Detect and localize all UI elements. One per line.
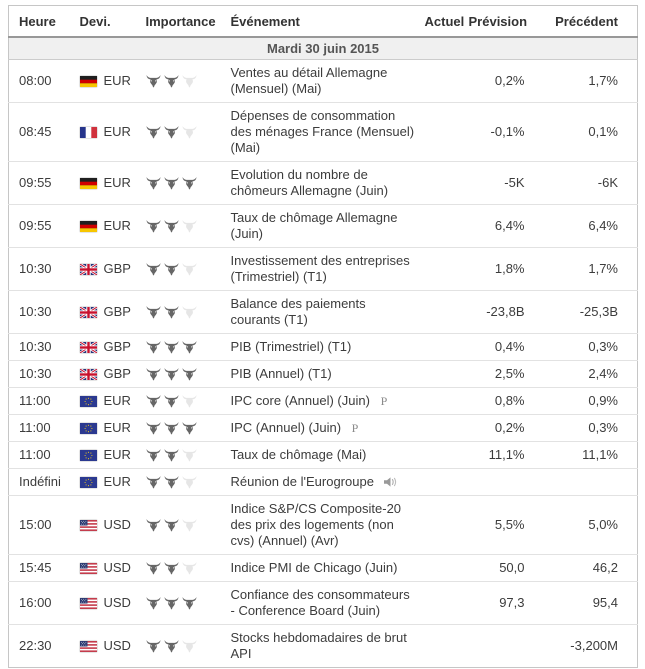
- bull-icon: [182, 126, 197, 139]
- currency-cell: [76, 582, 141, 625]
- bull-icon: [182, 263, 197, 276]
- flag-us-icon: [80, 520, 97, 531]
- flag-eu-icon: [80, 423, 97, 434]
- currency-code: EUR: [103, 175, 131, 190]
- forecast-cell: 0,4%: [469, 334, 531, 361]
- importance-cell: [141, 361, 225, 388]
- currency-cell: [76, 162, 141, 205]
- event-name[interactable]: Balance des paiements courants (T1): [230, 296, 366, 327]
- preliminary-marker: P: [380, 394, 388, 408]
- bull-icon: [182, 368, 197, 381]
- col-header-importance: Importance: [141, 6, 225, 38]
- bull-icon: [146, 126, 161, 139]
- bull-icon: [164, 306, 179, 319]
- event-cell[interactable]: [225, 415, 425, 442]
- actual-cell: [425, 334, 469, 361]
- forecast-cell: 6,4%: [469, 205, 531, 248]
- currency-code: EUR: [103, 474, 131, 489]
- currency-code: USD: [103, 517, 131, 532]
- previous-cell: 0,3%: [531, 334, 638, 361]
- currency-cell: [76, 625, 141, 668]
- bull-icon: [164, 395, 179, 408]
- bull-icon: [182, 597, 197, 610]
- actual-cell: [425, 415, 469, 442]
- currency-cell: [76, 442, 141, 469]
- bull-icon: [182, 341, 197, 354]
- bull-icon: [164, 368, 179, 381]
- currency-cell: [76, 388, 141, 415]
- previous-cell: 6,4%: [531, 205, 638, 248]
- actual-cell: [425, 361, 469, 388]
- flag-eu-icon: [80, 477, 97, 488]
- col-header-evenement: Événement: [225, 6, 425, 38]
- event-cell[interactable]: [225, 555, 425, 582]
- currency-cell: [76, 415, 141, 442]
- forecast-cell: 0,2%: [469, 415, 531, 442]
- actual-cell: [425, 442, 469, 469]
- event-name[interactable]: Indice PMI de Chicago (Juin): [230, 560, 398, 575]
- importance-cell: [141, 388, 225, 415]
- forecast-cell: -5K: [469, 162, 531, 205]
- event-name[interactable]: Evolution du nombre de chômeurs Allemagne (Juin): [230, 167, 389, 198]
- event-row[interactable]: [9, 442, 638, 469]
- bull-icon: [164, 75, 179, 88]
- col-header-actuel: Actuel: [425, 6, 469, 38]
- flag-eu-icon: [80, 450, 97, 461]
- actual-cell: [425, 625, 469, 668]
- currency-cell: [76, 555, 141, 582]
- currency-cell: [76, 469, 141, 496]
- bull-icon: [146, 476, 161, 489]
- importance-cell: [141, 103, 225, 162]
- col-header-devise: Devi.: [76, 6, 141, 38]
- bull-icon: [146, 220, 161, 233]
- flag-gb-icon: [80, 264, 97, 275]
- bull-icon: [164, 341, 179, 354]
- currency-code: EUR: [103, 393, 131, 408]
- forecast-cell: 50,0: [469, 555, 531, 582]
- flag-de-icon: [80, 221, 97, 232]
- time-cell: 11:00: [9, 388, 76, 415]
- actual-cell: [425, 291, 469, 334]
- bull-icon: [146, 422, 161, 435]
- bull-icon: [182, 449, 197, 462]
- preliminary-marker: P: [351, 421, 359, 435]
- previous-cell: 11,1%: [531, 442, 638, 469]
- importance-cell: [141, 469, 225, 496]
- bull-icon: [164, 177, 179, 190]
- event-cell[interactable]: [225, 388, 425, 415]
- currency-code: EUR: [103, 420, 131, 435]
- previous-cell: 2,4%: [531, 361, 638, 388]
- currency-cell: [76, 361, 141, 388]
- time-cell: 08:45: [9, 103, 76, 162]
- forecast-cell: 97,3: [469, 582, 531, 625]
- actual-cell: [425, 103, 469, 162]
- currency-code: USD: [103, 595, 131, 610]
- currency-code: EUR: [103, 124, 131, 139]
- bull-icon: [164, 640, 179, 653]
- event-row[interactable]: [9, 248, 638, 291]
- bull-icon: [146, 640, 161, 653]
- importance-cell: [141, 415, 225, 442]
- actual-cell: [425, 555, 469, 582]
- col-header-precedent: Précédent: [531, 6, 638, 38]
- time-cell: 15:00: [9, 496, 76, 555]
- flag-de-icon: [80, 178, 97, 189]
- bull-icon: [146, 306, 161, 319]
- event-row[interactable]: [9, 205, 638, 248]
- flag-us-icon: [80, 598, 97, 609]
- currency-cell: [76, 496, 141, 555]
- forecast-cell: -0,1%: [469, 103, 531, 162]
- event-row[interactable]: [9, 555, 638, 582]
- currency-cell: [76, 60, 141, 103]
- bull-icon: [146, 562, 161, 575]
- actual-cell: [425, 205, 469, 248]
- flag-gb-icon: [80, 369, 97, 380]
- date-label: Mardi 30 juin 2015: [9, 37, 638, 60]
- forecast-cell: 2,5%: [469, 361, 531, 388]
- time-cell: 15:45: [9, 555, 76, 582]
- previous-cell: 1,7%: [531, 248, 638, 291]
- currency-code: USD: [103, 560, 131, 575]
- event-row[interactable]: [9, 625, 638, 668]
- event-cell[interactable]: [225, 582, 425, 625]
- event-name[interactable]: IPC (Annuel) (Juin): [230, 420, 342, 435]
- currency-code: GBP: [103, 339, 131, 354]
- forecast-cell: 0,8%: [469, 388, 531, 415]
- bull-icon: [182, 519, 197, 532]
- importance-cell: [141, 582, 225, 625]
- event-name[interactable]: Ventes au détail Allemagne (Mensuel) (Mai): [230, 65, 388, 96]
- currency-cell: [76, 205, 141, 248]
- currency-code: EUR: [103, 73, 131, 88]
- bull-icon: [164, 220, 179, 233]
- event-cell[interactable]: [225, 442, 425, 469]
- flag-us-icon: [80, 563, 97, 574]
- event-cell[interactable]: [225, 625, 425, 668]
- bull-icon: [182, 476, 197, 489]
- flag-us-icon: [80, 641, 97, 652]
- time-cell: Indéfini: [9, 469, 76, 496]
- bull-icon: [182, 640, 197, 653]
- actual-cell: [425, 582, 469, 625]
- event-cell[interactable]: [225, 60, 425, 103]
- economic-calendar: [8, 5, 638, 668]
- currency-code: GBP: [103, 261, 131, 276]
- event-name[interactable]: Taux de chômage Allemagne (Juin): [230, 210, 398, 241]
- actual-cell: [425, 496, 469, 555]
- event-name[interactable]: Confiance des consommateurs - Conference Board (Juin): [230, 587, 410, 618]
- forecast-cell: -23,8B: [469, 291, 531, 334]
- importance-cell: [141, 625, 225, 668]
- previous-cell: 95,4: [531, 582, 638, 625]
- previous-cell: 46,2: [531, 555, 638, 582]
- event-row[interactable]: [9, 334, 638, 361]
- bull-icon: [146, 341, 161, 354]
- bull-icon: [146, 449, 161, 462]
- event-cell[interactable]: [225, 103, 425, 162]
- bull-icon: [182, 395, 197, 408]
- importance-cell: [141, 291, 225, 334]
- col-header-prevision: Prévision: [469, 6, 531, 38]
- time-cell: 10:30: [9, 248, 76, 291]
- event-row[interactable]: [9, 469, 638, 496]
- event-name[interactable]: Indice S&P/CS Composite-20 des prix des logements (non cvs) (Annuel) (Avr): [230, 501, 402, 548]
- event-row[interactable]: [9, 162, 638, 205]
- forecast-cell: 0,2%: [469, 60, 531, 103]
- currency-code: EUR: [103, 447, 131, 462]
- currency-code: GBP: [103, 304, 131, 319]
- actual-cell: [425, 60, 469, 103]
- currency-cell: [76, 334, 141, 361]
- currency-cell: [76, 248, 141, 291]
- event-name[interactable]: Stocks hebdomadaires de brut API: [230, 630, 407, 661]
- bull-icon: [146, 177, 161, 190]
- forecast-cell: 5,5%: [469, 496, 531, 555]
- time-cell: 09:55: [9, 162, 76, 205]
- currency-code: GBP: [103, 366, 131, 381]
- bull-icon: [146, 75, 161, 88]
- event-row[interactable]: [9, 582, 638, 625]
- event-name[interactable]: IPC core (Annuel) (Juin): [230, 393, 370, 408]
- actual-cell: [425, 469, 469, 496]
- bull-icon: [164, 422, 179, 435]
- event-cell[interactable]: [225, 248, 425, 291]
- currency-cell: [76, 103, 141, 162]
- bull-icon: [182, 306, 197, 319]
- importance-cell: [141, 555, 225, 582]
- currency-code: EUR: [103, 218, 131, 233]
- previous-cell: [531, 469, 638, 496]
- importance-cell: [141, 162, 225, 205]
- bull-icon: [164, 126, 179, 139]
- col-header-heure: Heure: [9, 6, 76, 38]
- bull-icon: [182, 177, 197, 190]
- event-row[interactable]: [9, 60, 638, 103]
- event-cell[interactable]: [225, 496, 425, 555]
- flag-gb-icon: [80, 342, 97, 353]
- previous-cell: -25,3B: [531, 291, 638, 334]
- time-cell: 10:30: [9, 291, 76, 334]
- previous-cell: 1,7%: [531, 60, 638, 103]
- event-name[interactable]: Dépenses de consommation des ménages France (Mensuel) (Mai): [230, 108, 415, 155]
- actual-cell: [425, 248, 469, 291]
- bull-icon: [164, 597, 179, 610]
- forecast-cell: [469, 469, 531, 496]
- event-name[interactable]: PIB (Annuel) (T1): [230, 366, 332, 381]
- bull-icon: [146, 519, 161, 532]
- bull-icon: [182, 422, 197, 435]
- time-cell: 22:30: [9, 625, 76, 668]
- bull-icon: [164, 519, 179, 532]
- bull-icon: [146, 263, 161, 276]
- event-row[interactable]: [9, 361, 638, 388]
- time-cell: 10:30: [9, 334, 76, 361]
- time-cell: 11:00: [9, 442, 76, 469]
- time-cell: 16:00: [9, 582, 76, 625]
- currency-cell: [76, 291, 141, 334]
- event-row[interactable]: [9, 103, 638, 162]
- bull-icon: [182, 75, 197, 88]
- event-cell[interactable]: [225, 361, 425, 388]
- header-row: [9, 6, 638, 38]
- flag-de-icon: [80, 76, 97, 87]
- event-row[interactable]: [9, 388, 638, 415]
- importance-cell: [141, 442, 225, 469]
- previous-cell: 5,0%: [531, 496, 638, 555]
- bull-icon: [164, 476, 179, 489]
- event-name[interactable]: Taux de chômage (Mai): [230, 447, 367, 462]
- importance-cell: [141, 496, 225, 555]
- importance-cell: [141, 248, 225, 291]
- previous-cell: -6K: [531, 162, 638, 205]
- bull-icon: [146, 395, 161, 408]
- importance-cell: [141, 334, 225, 361]
- currency-code: USD: [103, 638, 131, 653]
- date-band: [9, 37, 638, 60]
- bull-icon: [164, 449, 179, 462]
- previous-cell: 0,1%: [531, 103, 638, 162]
- event-name[interactable]: Réunion de l'Eurogroupe: [230, 474, 374, 489]
- previous-cell: 0,9%: [531, 388, 638, 415]
- actual-cell: [425, 162, 469, 205]
- forecast-cell: 11,1%: [469, 442, 531, 469]
- event-cell[interactable]: [225, 291, 425, 334]
- calendar-table: [8, 5, 638, 668]
- importance-cell: [141, 205, 225, 248]
- event-cell[interactable]: [225, 334, 425, 361]
- forecast-cell: 1,8%: [469, 248, 531, 291]
- time-cell: 08:00: [9, 60, 76, 103]
- time-cell: 10:30: [9, 361, 76, 388]
- bull-icon: [164, 263, 179, 276]
- bull-icon: [146, 597, 161, 610]
- flag-gb-icon: [80, 307, 97, 318]
- event-row[interactable]: [9, 415, 638, 442]
- event-row[interactable]: [9, 496, 638, 555]
- previous-cell: -3,200M: [531, 625, 638, 668]
- forecast-cell: [469, 625, 531, 668]
- actual-cell: [425, 388, 469, 415]
- flag-eu-icon: [80, 396, 97, 407]
- speaker-icon: [384, 477, 398, 487]
- bull-icon: [182, 562, 197, 575]
- previous-cell: 0,3%: [531, 415, 638, 442]
- flag-fr-icon: [80, 127, 97, 138]
- event-cell[interactable]: [225, 162, 425, 205]
- importance-cell: [141, 60, 225, 103]
- event-row[interactable]: [9, 291, 638, 334]
- event-cell[interactable]: [225, 205, 425, 248]
- bull-icon: [182, 220, 197, 233]
- event-name[interactable]: Investissement des entreprises (Trimestriel) (T1): [230, 253, 410, 284]
- event-cell[interactable]: [225, 469, 425, 496]
- bull-icon: [146, 368, 161, 381]
- bull-icon: [164, 562, 179, 575]
- calendar-body: [9, 60, 638, 668]
- event-name[interactable]: PIB (Trimestriel) (T1): [230, 339, 352, 354]
- time-cell: 11:00: [9, 415, 76, 442]
- time-cell: 09:55: [9, 205, 76, 248]
